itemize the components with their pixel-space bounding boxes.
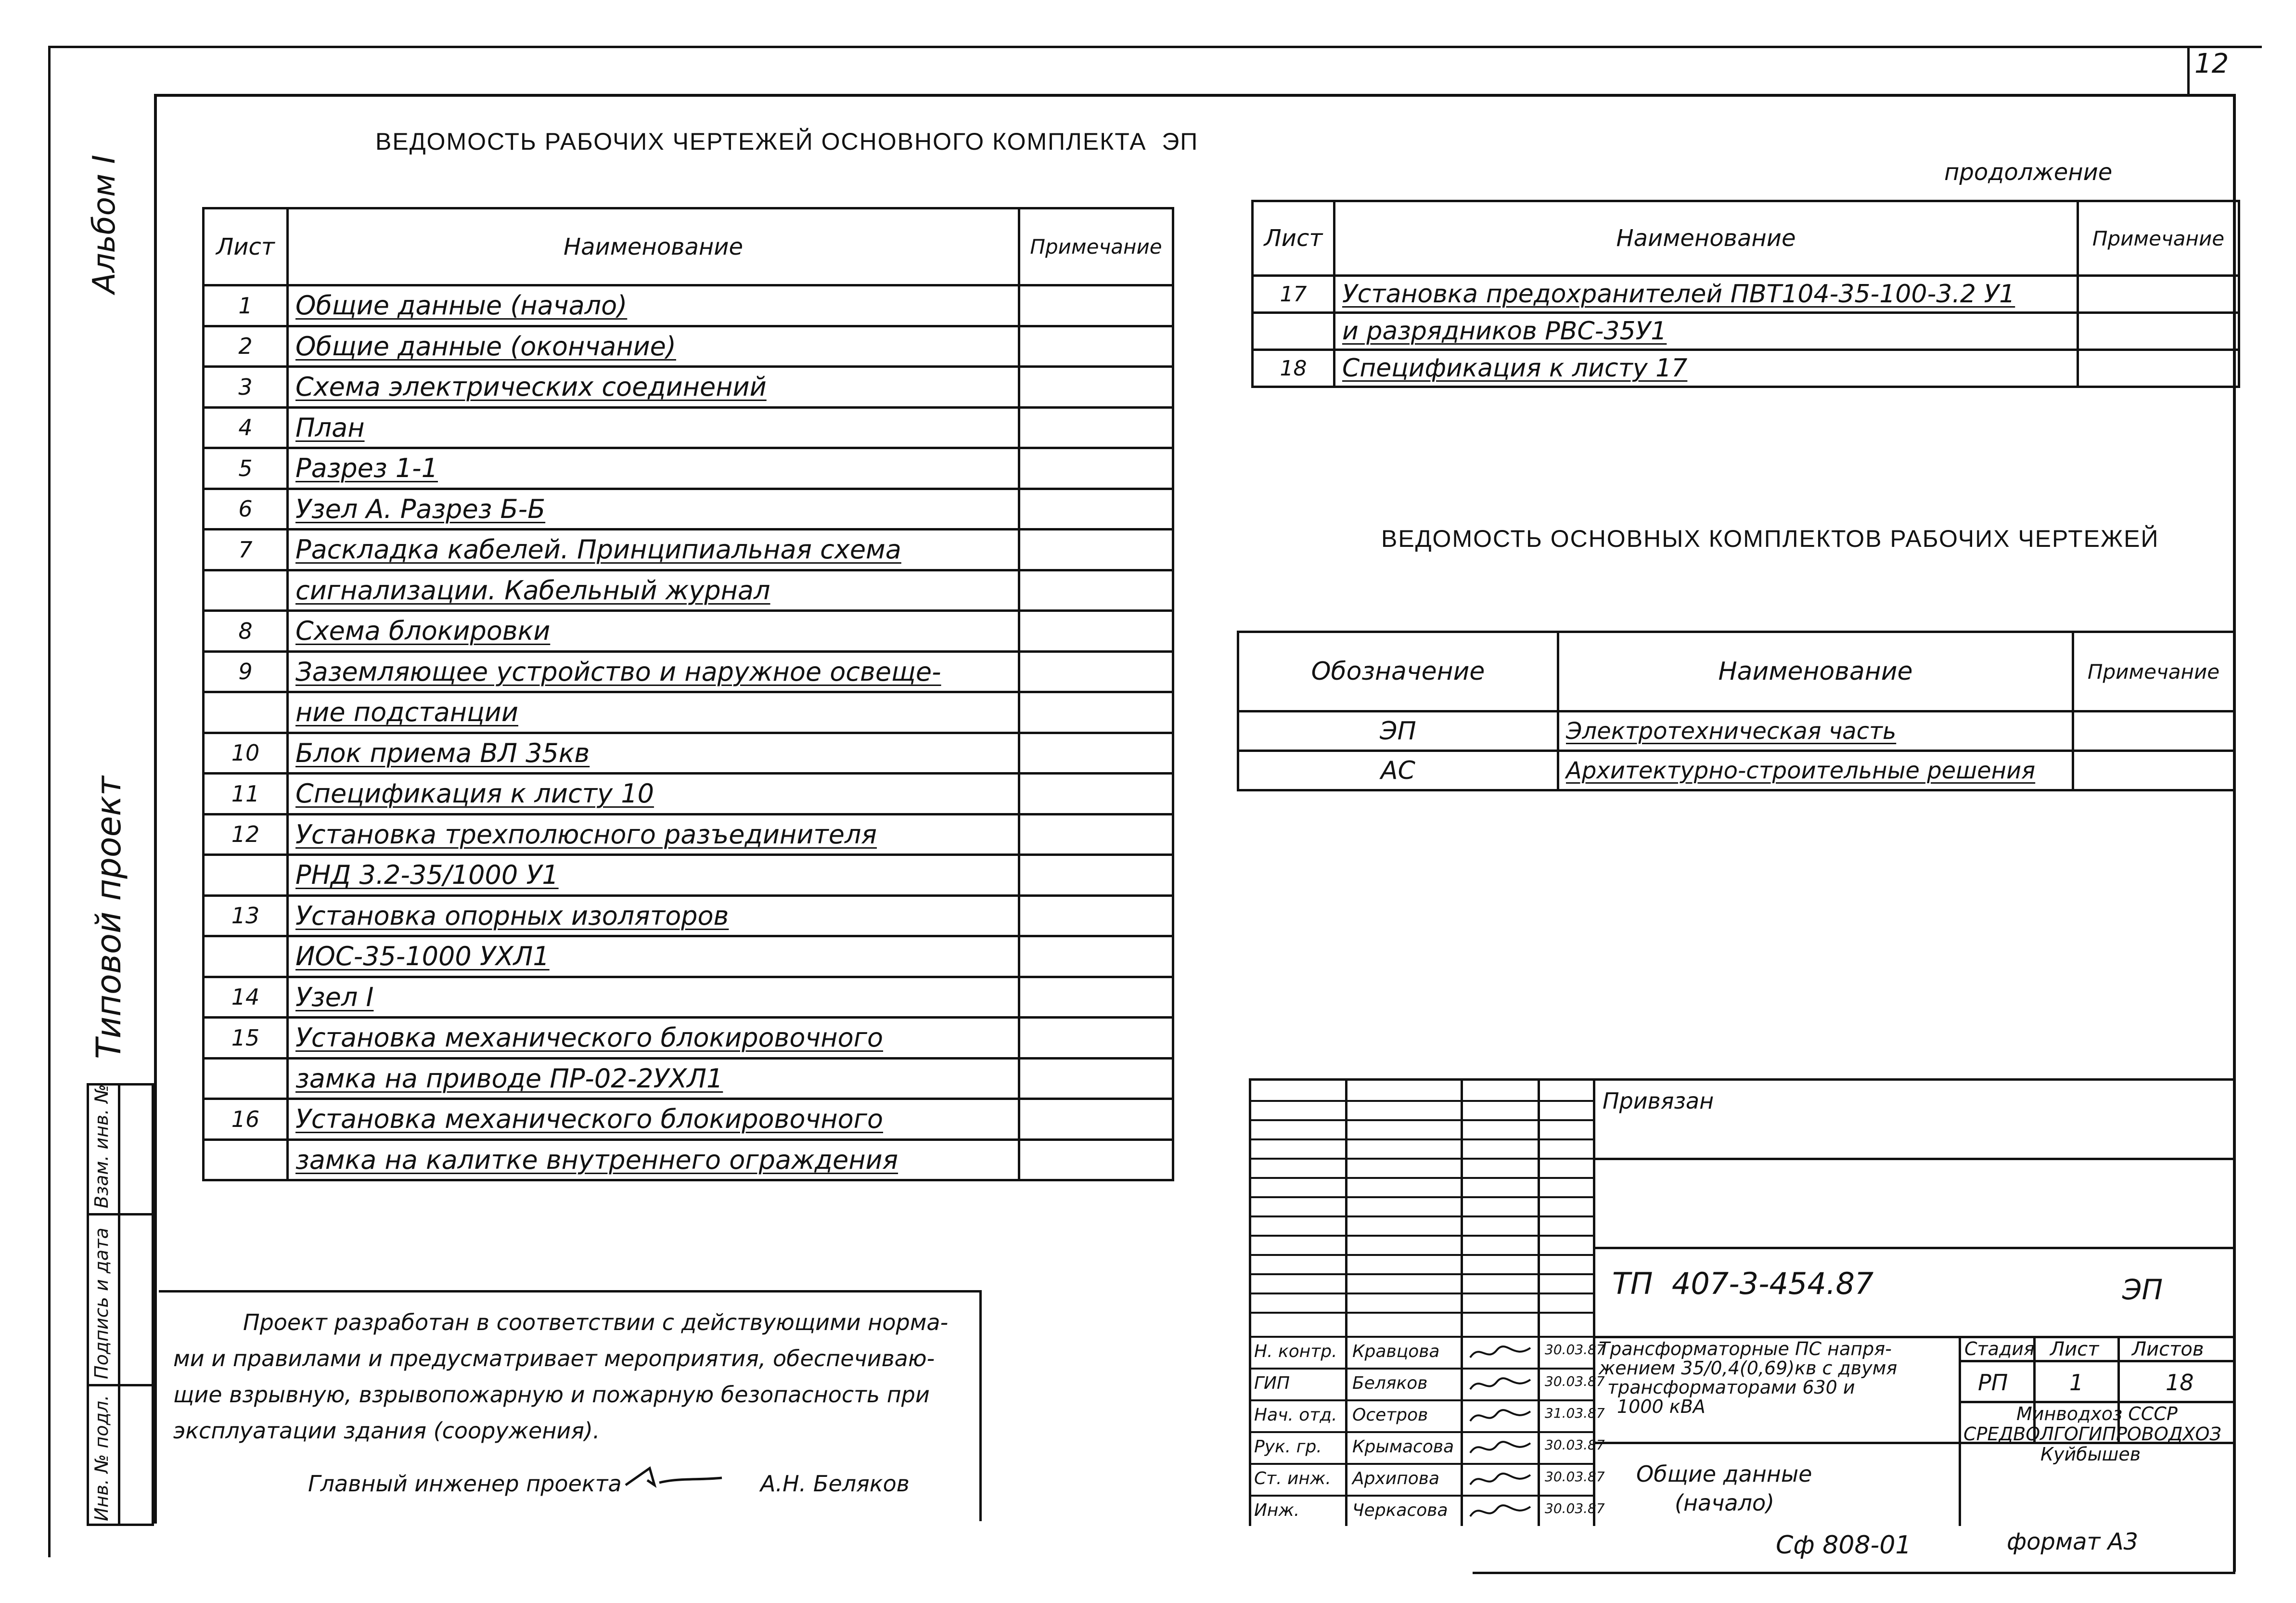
stage-header: Стадия <box>1964 1338 2035 1359</box>
frame-top <box>154 94 2235 97</box>
object-title-3: трансформаторами 630 и <box>1607 1377 1855 1398</box>
person-date: 30.03.87 <box>1545 1437 1605 1453</box>
table-row <box>204 936 1173 977</box>
row-name: Общие данные (начало) <box>288 285 1019 326</box>
typical-project-label: Типовой проект <box>89 776 128 1059</box>
person-date: 30.03.87 <box>1545 1342 1605 1357</box>
person-signature <box>1468 1468 1535 1492</box>
row-sheet-number: 13 <box>204 895 288 936</box>
person-role: Н. контр. <box>1254 1342 1337 1361</box>
row-sheet-number: 1 <box>204 285 288 326</box>
row-sheet-number: 2 <box>204 326 288 367</box>
row-note <box>2078 350 2239 387</box>
row-note <box>1019 1018 1173 1059</box>
table-row <box>204 977 1173 1018</box>
table-row <box>204 1099 1173 1140</box>
row-name: ние подстанции <box>288 692 1019 733</box>
row-name: Спецификация к листу 10 <box>288 774 1019 814</box>
sets-list-title: ВЕДОМОСТЬ ОСНОВНЫХ КОМПЛЕКТОВ РАБОЧИХ ЧЕРТЕЖЕЙ <box>1381 525 2159 552</box>
object-title-4: 1000 кВА <box>1617 1396 1706 1417</box>
header-name: Наименование <box>288 208 1019 285</box>
header-note: Примечание <box>1019 208 1173 285</box>
row-name: Узел I <box>288 977 1019 1018</box>
row-note <box>1019 651 1173 692</box>
row-sheet-number <box>204 570 288 611</box>
table-row <box>204 367 1173 408</box>
row-note <box>1019 1139 1173 1180</box>
row-name: Архитектурно-строительные решения <box>1558 751 2073 790</box>
signature-mark <box>621 1459 727 1492</box>
row-name: Установка трехполюсного разъединителя <box>288 814 1019 855</box>
compliance-line-3: щие взрывную, взрывопожарную и пожарную безопасность при <box>173 1382 930 1408</box>
table-row <box>204 855 1173 896</box>
format-label: формат А3 <box>2007 1528 2139 1555</box>
row-name: Заземляющее устройство и наружное освеще- <box>288 651 1019 692</box>
project-code: ТП 407-3-454.87 <box>1612 1266 1874 1301</box>
row-sheet-number: 7 <box>204 530 288 570</box>
row-sheet-number: 14 <box>204 977 288 1018</box>
copy-code: Сф 808-01 <box>1776 1531 1911 1560</box>
row-note <box>1019 570 1173 611</box>
row-note <box>2078 276 2239 313</box>
row-name: Электротехническая часть <box>1558 711 2073 751</box>
row-name: и разрядников РВС-35У1 <box>1334 313 2078 350</box>
row-note <box>1019 489 1173 530</box>
person-name: Черкасова <box>1352 1500 1448 1520</box>
row-sheet-number: 3 <box>204 367 288 408</box>
frame-bottom <box>1473 1572 2235 1574</box>
person-date: 30.03.87 <box>1545 1500 1605 1516</box>
sheet-header: Лист <box>2050 1338 2099 1360</box>
row-sheet-number: 12 <box>204 814 288 855</box>
row-name: Общие данные (окончание) <box>288 326 1019 367</box>
sheets-value: 18 <box>2166 1370 2194 1396</box>
row-sheet-number: 18 <box>1253 350 1334 387</box>
table-row <box>204 448 1173 489</box>
frame-left <box>154 94 157 1524</box>
row-name: сигнализации. Кабельный журнал <box>288 570 1019 611</box>
row-note <box>1019 977 1173 1018</box>
person-signature <box>1468 1372 1535 1396</box>
sheet-border-top <box>48 46 2262 48</box>
row-note <box>2078 313 2239 350</box>
person-date: 30.03.87 <box>1545 1373 1605 1389</box>
table-row <box>204 489 1173 530</box>
row-note <box>2073 751 2234 790</box>
signature-name: А.Н. Беляков <box>760 1471 910 1497</box>
person-signature <box>1468 1341 1535 1365</box>
row-sheet-number <box>204 1058 288 1099</box>
row-name: Раскладка кабелей. Принципиальная схема <box>288 530 1019 570</box>
title-block <box>1249 1078 2233 1526</box>
header-sheet: Лист <box>204 208 288 285</box>
person-date: 31.03.87 <box>1545 1405 1605 1421</box>
row-note <box>1019 1099 1173 1140</box>
person-name: Крымасова <box>1352 1437 1454 1457</box>
row-sheet-number: 11 <box>204 774 288 814</box>
person-signature <box>1468 1500 1535 1524</box>
header-note: Примечание <box>2073 632 2234 711</box>
compliance-line-4: эксплуатации здания (сооружения). <box>173 1418 600 1444</box>
row-note <box>1019 285 1173 326</box>
table-row <box>204 895 1173 936</box>
stamp-field-signature: Подпись и дата <box>91 1228 112 1379</box>
person-role: Рук. гр. <box>1254 1437 1322 1457</box>
row-sheet-number: 15 <box>204 1018 288 1059</box>
table-row <box>204 407 1173 448</box>
table-row <box>204 1058 1173 1099</box>
row-sheet-number: 6 <box>204 489 288 530</box>
row-sheet-number: 9 <box>204 651 288 692</box>
row-note <box>1019 326 1173 367</box>
row-note <box>1019 936 1173 977</box>
sets-table <box>1237 631 2235 791</box>
person-name: Кравцова <box>1352 1342 1440 1361</box>
row-note <box>1019 814 1173 855</box>
person-role: ГИП <box>1254 1373 1290 1393</box>
row-sheet-number <box>204 1139 288 1180</box>
row-sheet-number <box>204 855 288 896</box>
row-sheet-number <box>204 936 288 977</box>
person-signature <box>1468 1436 1535 1460</box>
drawings-table-right <box>1251 200 2240 388</box>
row-note <box>1019 611 1173 652</box>
stage-value: РП <box>1978 1370 2008 1396</box>
album-label: Альбом I <box>87 155 122 294</box>
row-sheet-number: АС <box>1238 751 1558 790</box>
row-note <box>1019 774 1173 814</box>
row-name: Схема электрических соединений <box>288 367 1019 408</box>
table-row <box>204 285 1173 326</box>
table-row <box>204 1139 1173 1180</box>
sheet-title-2: (начало) <box>1675 1490 1775 1516</box>
row-name: Установка предохранителей ПВТ104-35-100-3.2 У1 <box>1334 276 2078 313</box>
row-note <box>1019 530 1173 570</box>
person-name: Архипова <box>1352 1469 1440 1488</box>
row-note <box>1019 407 1173 448</box>
row-note <box>1019 367 1173 408</box>
row-name: замка на калитке внутреннего ограждения <box>288 1139 1019 1180</box>
organization-3: Куйбышев <box>2040 1444 2141 1465</box>
row-sheet-number: 16 <box>204 1099 288 1140</box>
table-row <box>1253 313 2239 350</box>
person-role: Нач. отд. <box>1254 1405 1337 1425</box>
side-stamp <box>87 1083 154 1526</box>
person-name: Беляков <box>1352 1373 1428 1393</box>
table-row <box>1253 276 2239 313</box>
person-signature <box>1468 1404 1535 1428</box>
table-row <box>1253 350 2239 387</box>
object-title-1: Трансформаторные ПС напря- <box>1599 1338 1892 1359</box>
table-row <box>204 651 1173 692</box>
compliance-line-2: ми и правилами и предусматривает мероприятия, обеспечиваю- <box>173 1345 935 1371</box>
table-row <box>204 692 1173 733</box>
table-row <box>204 570 1173 611</box>
sheet-value: 1 <box>2069 1370 2084 1396</box>
organization-2: СРЕДВОЛГОГИПРОВОДХОЗ <box>1963 1423 2221 1445</box>
header-sheet: Лист <box>1253 201 1334 276</box>
organization-1: Минводхоз СССР <box>2016 1403 2178 1424</box>
sheets-header: Листов <box>2132 1338 2204 1360</box>
linked-label: Привязан <box>1603 1088 1714 1114</box>
table-row <box>204 1018 1173 1059</box>
header-code: Обозначение <box>1238 632 1558 711</box>
row-note <box>1019 895 1173 936</box>
corner-box-left <box>2187 46 2190 94</box>
row-note <box>1019 733 1173 774</box>
row-note <box>1019 855 1173 896</box>
compliance-note-box <box>159 1290 982 1521</box>
row-sheet-number: 5 <box>204 448 288 489</box>
table-row <box>204 530 1173 570</box>
header-name: Наименование <box>1558 632 2073 711</box>
person-name: Осетров <box>1352 1405 1428 1425</box>
header-note: Примечание <box>2078 201 2239 276</box>
row-name: Схема блокировки <box>288 611 1019 652</box>
drawings-list-title: ВЕДОМОСТЬ РАБОЧИХ ЧЕРТЕЖЕЙ ОСНОВНОГО КОМПЛЕКТА ЭП <box>375 128 1199 155</box>
row-name: Узел А. Разрез Б-Б <box>288 489 1019 530</box>
row-sheet-number: 8 <box>204 611 288 652</box>
table-row <box>204 326 1173 367</box>
header-name: Наименование <box>1334 201 2078 276</box>
table-row <box>204 611 1173 652</box>
row-sheet-number <box>204 692 288 733</box>
row-name: замка на приводе ПР-02-2УХЛ1 <box>288 1058 1019 1099</box>
row-sheet-number: ЭП <box>1238 711 1558 751</box>
row-name: Спецификация к листу 17 <box>1334 350 2078 387</box>
row-name: Установка опорных изоляторов <box>288 895 1019 936</box>
person-role: Инж. <box>1254 1500 1300 1520</box>
row-note <box>1019 448 1173 489</box>
corner-sheet-number: 12 <box>2194 48 2229 79</box>
sheet-title-1: Общие данные <box>1636 1461 1812 1487</box>
object-title-2: жением 35/0,4(0,69)кв с двумя <box>1599 1357 1898 1379</box>
row-name: Разрез 1-1 <box>288 448 1019 489</box>
table-row <box>204 814 1173 855</box>
person-date: 30.03.87 <box>1545 1469 1605 1485</box>
row-name: Установка механического блокировочного <box>288 1099 1019 1140</box>
row-note <box>2073 711 2234 751</box>
drawings-table-left <box>202 207 1174 1181</box>
signature-label: Главный инженер проекта <box>308 1471 622 1497</box>
row-sheet-number: 17 <box>1253 276 1334 313</box>
person-role: Ст. инж. <box>1254 1469 1331 1488</box>
row-name: ИОС-35-1000 УХЛ1 <box>288 936 1019 977</box>
continuation-label: продолжение <box>1944 159 2113 186</box>
row-name: РНД 3.2-35/1000 У1 <box>288 855 1019 896</box>
compliance-line-1: Проект разработан в соответствии с действующими норма- <box>243 1309 949 1335</box>
set-code: ЭП <box>2122 1273 2163 1306</box>
row-name: Блок приема ВЛ 35кв <box>288 733 1019 774</box>
table-row <box>204 733 1173 774</box>
row-sheet-number <box>1253 313 1334 350</box>
row-sheet-number: 4 <box>204 407 288 448</box>
sheet-border-left <box>48 46 51 1557</box>
row-name: Установка механического блокировочного <box>288 1018 1019 1059</box>
row-note <box>1019 692 1173 733</box>
row-name: План <box>288 407 1019 448</box>
stamp-field-original: Инв. № подл. <box>91 1395 112 1521</box>
row-sheet-number: 10 <box>204 733 288 774</box>
table-row <box>204 774 1173 814</box>
row-note <box>1019 1058 1173 1099</box>
stamp-field-replaced: Взам. инв. № <box>91 1084 112 1208</box>
table-row <box>1238 751 2234 790</box>
table-row <box>1238 711 2234 751</box>
